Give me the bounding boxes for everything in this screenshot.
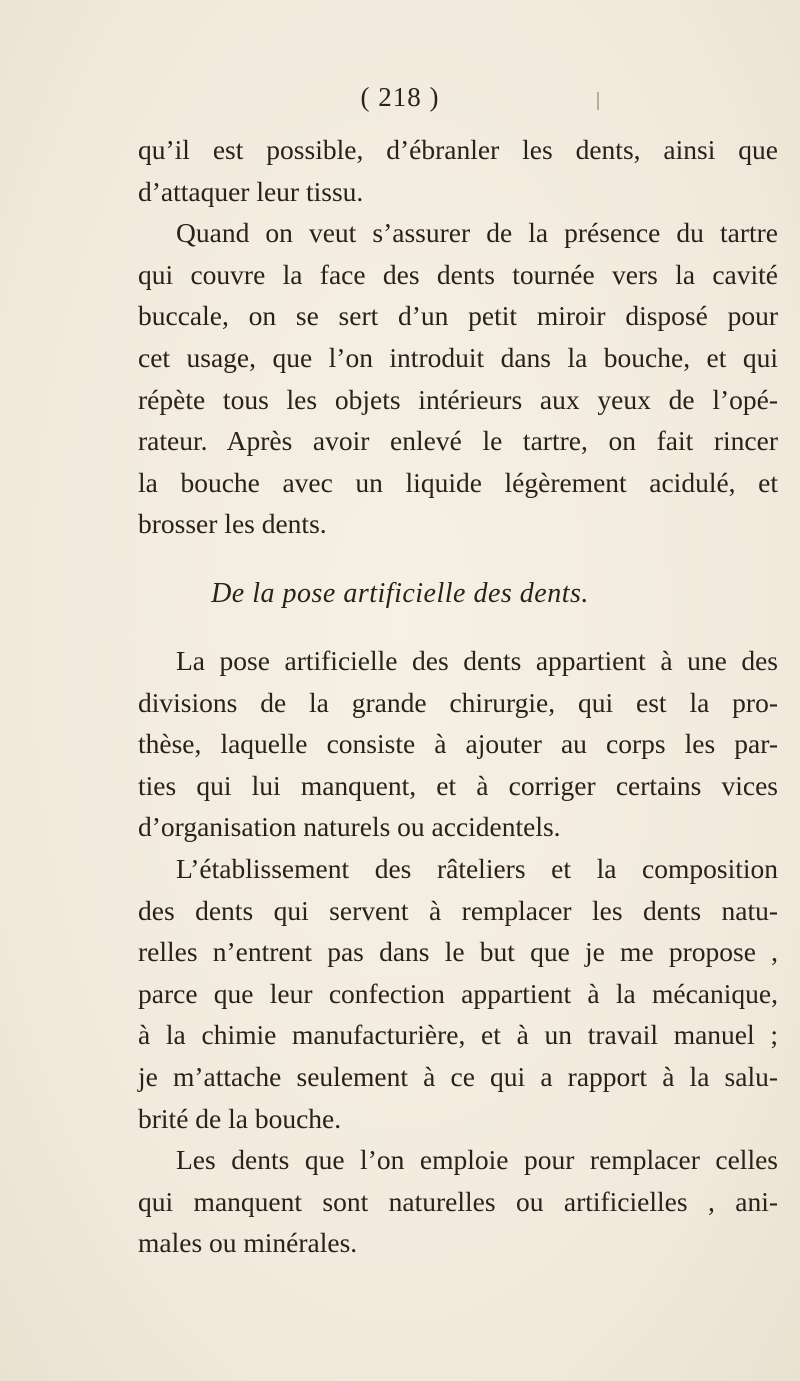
text-line: qu’il est possible, d’ébranler les dents, ainsi que	[138, 134, 778, 165]
text-line: Les dents que l’on emploie pour remplacer celles	[176, 1144, 778, 1176]
text-line: relles n’entrent pas dans le but que je me propose ,	[138, 936, 778, 968]
text-block-upper	[138, 129, 778, 545]
text-line: à la chimie manufacturière, et à un travail manuel ;	[138, 1019, 778, 1051]
text-line: répète tous les objets intérieurs aux yeux de l’opé-	[138, 383, 778, 415]
text-line: brosser les dents.	[138, 508, 327, 540]
text-line: d’attaquer leur tissu.	[138, 175, 364, 207]
paragraph-continuation	[138, 129, 778, 212]
section-heading: De la pose artificielle des dents.	[211, 578, 589, 609]
paragraph-tartar-mirror	[138, 212, 778, 545]
text-line: Quand on veut s’assurer de la présence du tartre	[176, 217, 778, 249]
text-line: la bouche avec un liquide légèrement acidulé, et	[138, 466, 778, 498]
text-line: brité de la bouche.	[138, 1102, 342, 1134]
paragraph-prosthesis	[138, 640, 778, 848]
text-line: qui couvre la face des dents tournée vers la cavité	[138, 258, 778, 290]
text-line: qui manquent sont naturelles ou artificielles , ani-	[138, 1185, 778, 1217]
paragraph-rateliers	[138, 848, 778, 1139]
text-line: cet usage, que l’on introduit dans la bouche, et qui	[138, 341, 778, 373]
text-block-lower	[138, 580, 778, 1264]
text-line: rateur. Après avoir enlevé le tartre, on fait rincer	[138, 425, 778, 457]
text-line: divisions de la grande chirurgie, qui est la pro-	[138, 686, 778, 718]
text-line: thèse, laquelle consiste à ajouter au corps les par-	[138, 728, 778, 760]
text-line: des dents qui servent à remplacer les dents natu-	[138, 894, 778, 926]
text-line: buccale, on se sert d’un petit miroir disposé pour	[138, 300, 778, 332]
text-line: L’établissement des râteliers et la composition	[176, 852, 778, 884]
text-line: La pose artificielle des dents appartient à une des	[176, 645, 778, 676]
text-line: d’organisation naturels ou accidentels.	[138, 811, 561, 843]
page-number: ( 218 )	[360, 82, 440, 112]
text-line: parce que leur confection appartient à la mécanique,	[138, 977, 778, 1009]
paragraph-replacement-teeth	[138, 1139, 778, 1264]
text-line: ties qui lui manquent, et à corriger certains vices	[138, 769, 778, 801]
text-line: je m’attache seulement à ce qui a rapport à la salu-	[138, 1060, 778, 1092]
text-line: males ou minérales.	[138, 1227, 358, 1259]
